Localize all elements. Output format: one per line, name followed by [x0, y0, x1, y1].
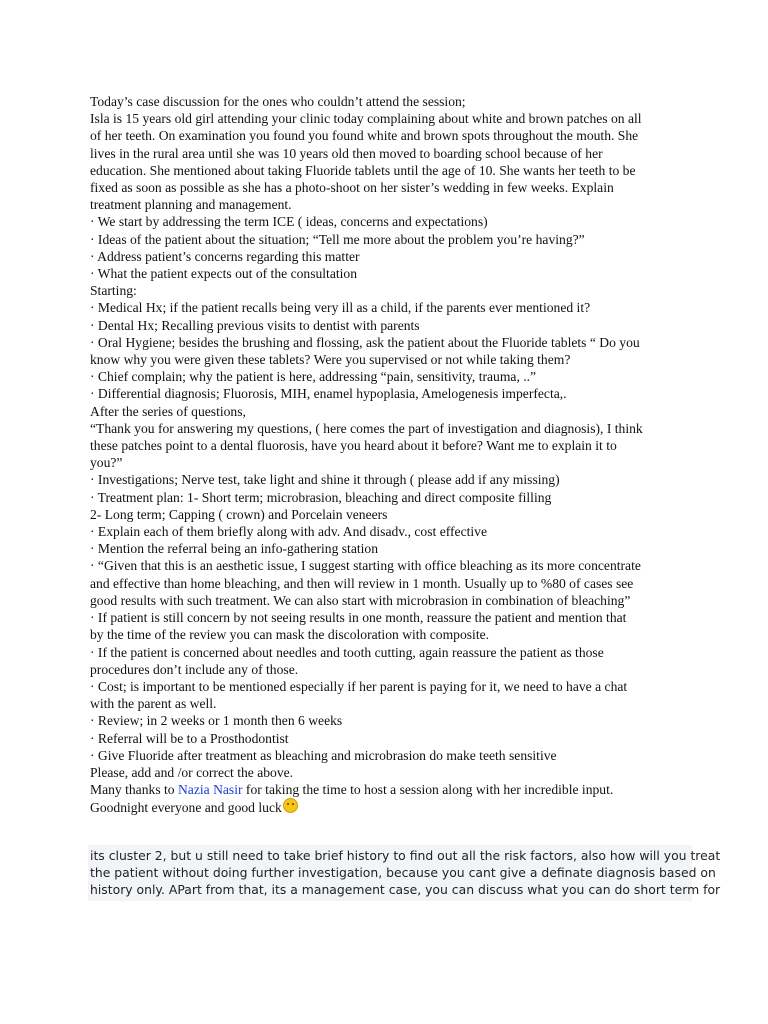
document-line: Please, add and /or correct the above. — [90, 764, 294, 780]
document-line: · Chief complain; why the patient is here, addressing “pain, sensitivity, trauma, ..” — [90, 369, 537, 385]
document-line: fixed as soon as possible as she has a photo-shoot on her sister’s wedding in few weeks. Explain — [90, 180, 614, 196]
document-line: · We start by addressing the term ICE ( ideas, concerns and expectations) — [90, 214, 488, 230]
document-line: 2- Long term; Capping ( crown) and Porcelain veneers — [90, 506, 388, 522]
thanks-suffix: for taking the time to host a session along with her incredible input. — [242, 782, 614, 798]
document-line: with the parent as well. — [90, 696, 217, 712]
document-line: Isla is 15 years old girl attending your clinic today complaining about white and brown patches on all — [90, 111, 642, 127]
document-line: lives in the rural area until she was 10 years old then moved to boarding school because of her — [90, 145, 603, 161]
comment-line: its cluster 2, but u still need to take brief history to find out all the risk factors, also how will you treat — [90, 848, 721, 863]
document-line: you?” — [90, 455, 123, 471]
document-line: of her teeth. On examination you found you found white and brown spots throughout the mouth. She — [90, 128, 639, 144]
document-line: · Referral will be to a Prosthodontist — [90, 730, 289, 746]
document-line: · “Given that this is an aesthetic issue, I suggest starting with office bleaching as its more concentrate — [90, 558, 641, 574]
document-line: · Address patient’s concerns regarding this matter — [90, 248, 360, 264]
document-line: · What the patient expects out of the consultation — [90, 266, 358, 282]
document-line: · Give Fluoride after treatment as bleaching and microbrasion do make teeth sensitive — [90, 747, 557, 763]
document-line: · If patient is still concern by not seeing results in one month, reassure the patient and mention that — [90, 610, 627, 626]
comment-text — [90, 847, 721, 899]
document-line: know why you were given these tablets? Were you supervised or not while taking them? — [90, 352, 571, 368]
document-line: procedures don’t include any of those. — [90, 661, 299, 677]
document-line: · Explain each of them briefly along with adv. And disadv., cost effective — [90, 524, 487, 540]
document-line: After the series of questions, — [90, 403, 246, 419]
comment-line: history only. APart from that, its a management case, you can discuss what you can do short term for — [90, 882, 721, 898]
document-line: · Mention the referral being an info-gathering station — [90, 541, 379, 557]
document-line: “Thank you for answering my questions, ( here comes the part of investigation and diagnosis), I think — [90, 420, 643, 436]
document-line: · Investigations; Nerve test, take light and shine it through ( please add if any missing) — [90, 472, 560, 488]
document-line: · Oral Hygiene; besides the brushing and flossing, ask the patient about the Fluoride tablets “ Do you — [90, 334, 640, 350]
document-line: · Cost; is important to be mentioned especially if her parent is paying for it, we need to have a chat — [90, 678, 628, 694]
document-line: these patches point to a dental fluorosis, have you heard about it before? Want me to explain it to — [90, 438, 617, 454]
document-line: · Medical Hx; if the patient recalls being very ill as a child, if the parents ever mentioned it? — [90, 300, 591, 316]
document-line: · If the patient is concerned about needles and tooth cutting, again reassure the patient as those — [90, 644, 604, 660]
document-line: · Ideas of the patient about the situation; “Tell me more about the problem you’re having?” — [90, 231, 585, 247]
thanks-line — [90, 781, 690, 798]
goodnight-text: Goodnight everyone and good luck — [90, 800, 282, 816]
document-line: education. She mentioned about taking Fluoride tablets until the age of 10. She wants her teeth to be — [90, 162, 636, 178]
comment-line: the patient without doing further investigation, because you cant give a definate diagnosis based on — [90, 865, 716, 881]
document-line: · Review; in 2 weeks or 1 month then 6 weeks — [90, 713, 343, 729]
mention-link[interactable]: Nazia Nasir — [177, 782, 243, 798]
document-line: treatment planning and management. — [90, 197, 292, 213]
smiling-face-icon — [283, 798, 298, 813]
document-line: good results with such treatment. We can also start with microbrasion in combination of bleaching” — [90, 592, 631, 608]
document-line: · Differential diagnosis; Fluorosis, MIH, enamel hypoplasia, Amelogenesis imperfecta,. — [90, 386, 567, 402]
document-line: Starting: — [90, 283, 137, 299]
document-text — [90, 93, 690, 781]
thanks-prefix: Many thanks to — [90, 782, 178, 798]
document-body — [90, 93, 690, 817]
document-line: by the time of the review you can mask the discoloration with composite. — [90, 627, 490, 643]
document-line: · Treatment plan: 1- Short term; microbrasion, bleaching and direct composite filling — [90, 489, 552, 505]
document-line: · Dental Hx; Recalling previous visits to dentist with parents — [90, 317, 420, 333]
document-line: Today’s case discussion for the ones who couldn’t attend the session; — [90, 94, 466, 109]
comment-box — [88, 845, 721, 901]
document-line: and effective than home bleaching, and then will review in 1 month. Usually up to %80 of cases see — [90, 575, 634, 591]
goodnight-line — [90, 798, 690, 816]
